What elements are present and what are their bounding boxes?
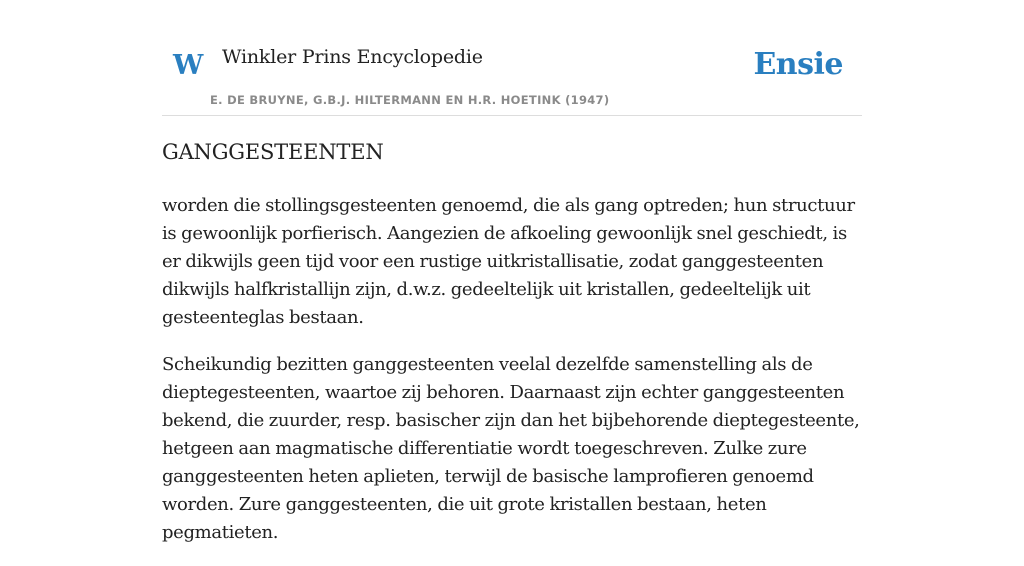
site-header xyxy=(162,0,862,116)
winkler-prins-logo-icon[interactable]: W xyxy=(173,50,204,81)
ensie-brand-logo[interactable]: Ensie xyxy=(753,47,843,82)
article-body xyxy=(162,192,862,566)
page-container xyxy=(162,0,862,543)
authors-line: E. DE BRUYNE, G.B.J. HILTERMANN EN H.R. HOETINK (1947) xyxy=(210,93,610,107)
article-paragraph: worden die stollingsgesteenten genoemd, die als gang optreden; hun structuur is gewoonlijk porfierisch. Aangezien de afkoeling gewoonlijk snel geschiedt, is er dikwijls geen tijd voor een rustige uitkristallisatie, zodat ganggesteenten dikwijls halfkristallijn zijn, d.w.z. gedeeltelijk uit kristallen, gedeeltelijk uit gesteenteglas bestaan. xyxy=(162,195,855,328)
site-title[interactable]: Winkler Prins Encyclopedie xyxy=(222,46,483,68)
article-title: GANGGESTEENTEN xyxy=(162,140,384,164)
article-paragraph: Scheikundig bezitten ganggesteenten veelal dezelfde samenstelling als de dieptegesteenten, waartoe zij behoren. Daarnaast zijn echter ganggesteenten bekend, die zuurder, resp. basischer zijn dan het bijbehorende dieptegesteente, hetgeen aan magmatische differentiatie wordt toegeschreven. Zulke zure ganggesteenten heten aplieten, terwijl de basische lamprofieren genoemd worden. Zure ganggesteenten, die uit grote kristallen bestaan, heten pegmatieten. xyxy=(162,354,860,543)
